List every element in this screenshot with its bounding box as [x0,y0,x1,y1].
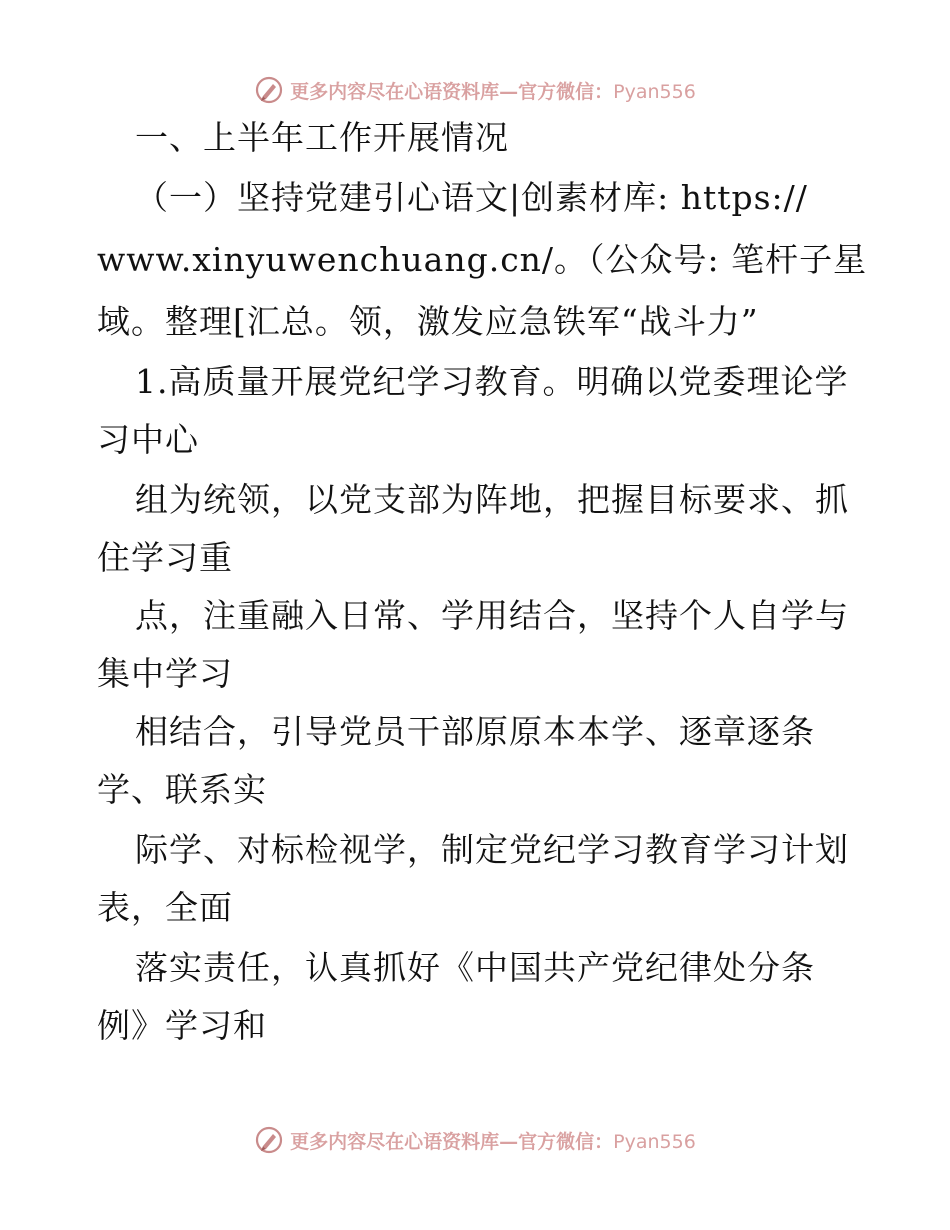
watermark-brand: 更多内容尽在心语资料库—官方微信： [290,1130,614,1153]
watermark-text [290,77,696,104]
paragraph-line: 相结合，引导党员干部原原本本学、逐章逐条 [135,712,815,751]
paragraph-line: 际学、对标检视学，制定党纪学习教育学习计划 [135,830,849,869]
paragraph-line: 习中心 [97,420,199,459]
paragraph-line: 落实责任，认真抓好《中国共产党纪律处分条 [135,948,815,987]
paragraph-line: 学、联系实 [97,770,267,809]
section-heading: 一、上半年工作开展情况 [135,118,509,157]
paragraph-line: 组为统领，以党支部为阵地，把握目标要求、抓 [135,480,849,519]
watermark-contact: Pyan556 [613,80,696,103]
paragraph-line: （一）坚持党建引心语文|创素材库: https:// [135,178,808,217]
paragraph-line: 点，注重融入日常、学用结合，坚持个人自学与 [135,596,849,635]
watermark-brand: 更多内容尽在心语资料库—官方微信： [290,80,614,103]
watermark-contact: Pyan556 [613,1130,696,1153]
pen-logo-icon [254,1125,284,1155]
paragraph-line: 住学习重 [97,538,233,577]
paragraph-line: www.xinyuwenchuang.cn/。（公众号: 笔杆子星 [97,240,868,279]
paragraph-line: 例》学习和 [97,1006,267,1045]
pen-logo-icon [254,75,284,105]
watermark-text [290,1127,696,1154]
paragraph-line: 集中学习 [97,654,233,693]
header-watermark [0,70,950,110]
paragraph-line: 域。整理[汇总。领，激发应急铁军“战斗力” [97,302,759,341]
paragraph-line: 表，全面 [97,888,233,927]
footer-watermark [0,1120,950,1160]
paragraph-line: 1.高质量开展党纪学习教育。明确以党委理论学 [135,362,849,401]
